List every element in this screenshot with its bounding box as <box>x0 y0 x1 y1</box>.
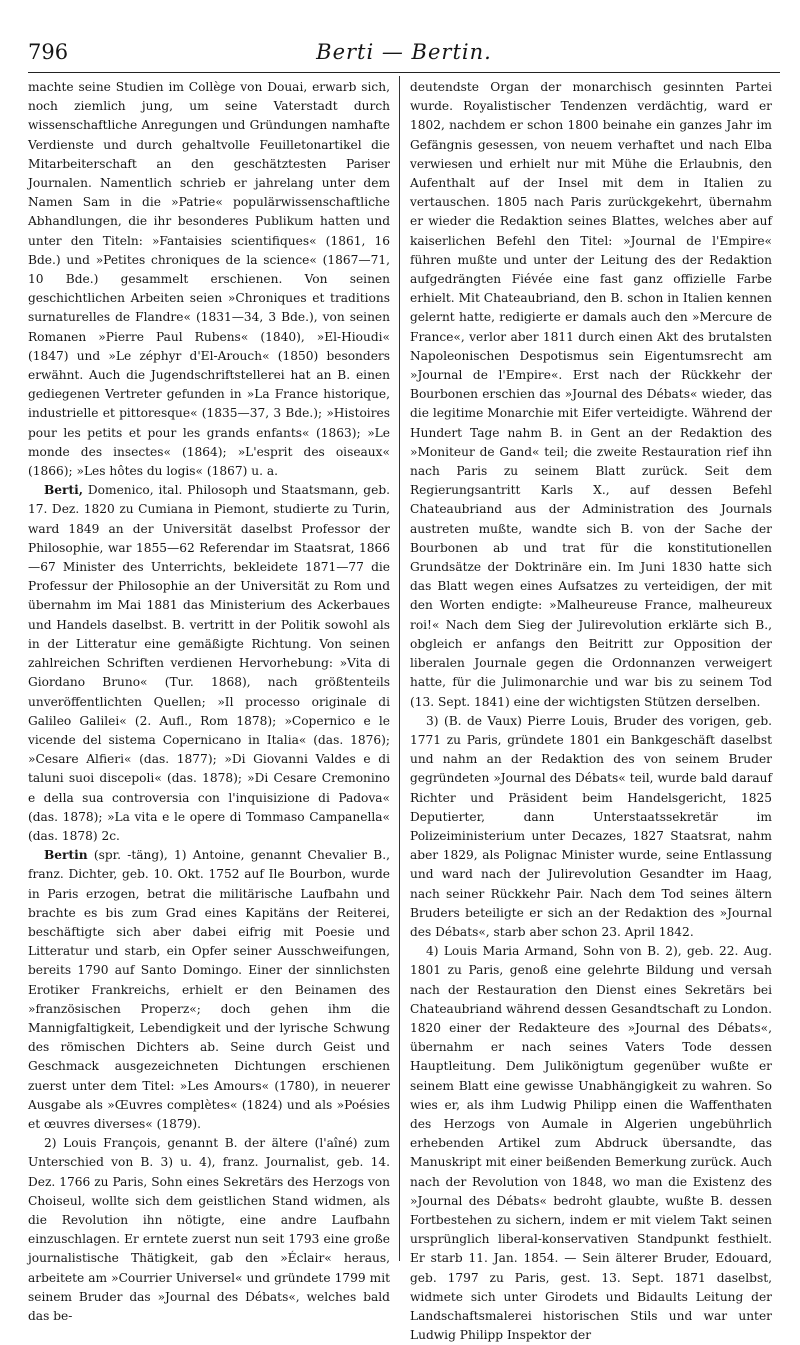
page-number: 796 <box>28 40 69 64</box>
right-column <box>410 78 772 1343</box>
entry-text: 2) Louis François, genannt B. der ältere (l'aîné) zum Unterschied von B. 3) u. 4), franz. Journalist, geb. 14. Dez. 1766 zu Paris, Sohn eines Sekretärs des Herzogs von Choiseul, wollte sich dem geistlichen Stand widmen, als die Revolution ihn nötigte, eine andre Laufbahn einzuschlagen. Er erntete zuerst nun seit 1793 eine große journalistische Thätigkeit, gab den »Éclair« heraus, arbeitete am »Courrier Universel« und gründete 1799 mit seinem Bruder das »Journal des Débats«, welches bald das be- <box>28 1136 390 1323</box>
dictionary-page <box>28 0 780 1343</box>
entry-paragraph <box>28 1134 390 1326</box>
page-header <box>28 38 780 66</box>
entry-paragraph <box>28 78 390 481</box>
entry-paragraph <box>28 481 390 846</box>
entry-paragraph <box>410 712 772 942</box>
entry-headword: Bertin <box>44 848 88 863</box>
entry-text: (spr. -täng), 1) Antoine, genannt Chevalier B., franz. Dichter, geb. 10. Okt. 1752 auf Ile Bourbon, wurde in Paris erzogen, betrat die militärische Laufbahn und brachte es bis zum Grad eines Kapitäns der Reiterei, beschäftigte sich aber dabei eifrig mit Poesie und Litteratur und starb, ein Opfer seiner Ausschweifungen, bereits 1790 auf Santo Domingo. Einer der sinnlichsten Erotiker Frankreichs, erhielt er den Beinamen des »französischen Properz«; doch gehen ihm die Mannigfaltigkeit, Lebendigkeit und der lyrische Schwung des römischen Dichters ab. Seine durch Geist und Geschmack ausgezeichneten Dichtungen erschienen zuerst unter dem Titel: »Les Amours« (1780), in neuerer Ausgabe als »Œuvres complètes« (1824) und als »Poésies et œuvres diverses« (1879). <box>28 848 390 1131</box>
entry-text: deutendste Organ der monarchisch gesinnten Partei wurde. Royalistischer Tendenzen verdächtig, ward er 1802, nachdem er schon 1800 beinahe ein ganzes Jahr im Gefängnis gesessen, von neuem verhaftet und nach Elba verwiesen und erhielt nur mit Mühe die Erlaubnis, den Aufenthalt auf der Insel mit dem in Italien zu vertauschen. 1805 nach Paris zurückgekehrt, übernahm er wieder die Redaktion seines Blattes, welches aber auf kaiserlichen Befehl den Titel: »Journal de l'Empire« führen mußte und unter der Leitung des der Redaktion aufgedrängten Fiévée eine fast ganz offizielle Farbe erhielt. Mit Chateaubriand, den B. schon in Italien kennen gelernt hatte, redigierte er damals auch den »Mercure de France«, verlor aber 1811 durch einen Akt des brutalsten Napoleonischen Despotismus sein Eigentumsrecht am »Journal de l'Empire«. Erst nach der Rückkehr der Bourbonen erschien das »Journal des Débats« wieder, das die legitime Monarchie mit Eifer verteidigte. Während der Hundert Tage nahm B. in Gent an der Redaktion des »Moniteur de Gand« teil; die zweite Restauration rief ihn nach Paris zu seinem Blatt zurück. Seit dem Regierungsantritt Karls X., auf dessen Befehl Chateaubriand aus der Administration des Journals austreten mußte, wandte sich B. von der Sache der Bourbonen ab und trat für die konstitutionellen Grundsätze der Doktrinäre ein. Im Juni 1830 hatte sich das Blatt wegen eines Aufsatzes zu verteidigen, der mit den Worten endigte: »Malheureuse France, malheureux roi!« Nach dem Sieg der Julirevolution erklärte sich B., obgleich er anfangs den Beitritt zur Opposition der liberalen Journale gegen die Ordonnanzen verweigert hatte, für die Julimonarchie und war bis zu seinem Tod (13. Sept. 1841) eine der wichtigsten Stützen derselben. <box>410 80 772 709</box>
column-divider <box>399 76 400 1261</box>
entry-text: machte seine Studien im Collège von Douai, erwarb sich, noch ziemlich jung, um seine Vaterstadt durch wissenschaftliche Anregungen und Gründungen namhafte Verdienste und durch gehaltvolle Feuilletonartikel die Mitarbeiterschaft an den geschätztesten Pariser Journalen. Namentlich schrieb er jahrelang unter dem Namen Sam in die »Patrie« populärwissenschaftliche Abhandlungen, die ihr besonderes Publikum hatten und unter den Titeln: »Fantaisies scientifiques« (1861, 16 Bde.) und »Petites chroniques de la science« (1867—71, 10 Bde.) gesammelt erschienen. Von seinen geschichtlichen Arbeiten seien »Chroniques et traditions surnaturelles de Flandre« (1831—34, 3 Bde.), von seinen Romanen »Pierre Paul Rubens« (1840), »El-Hioudi« (1847) und »Le zéphyr d'El-Arouch« (1850) besonders erwähnt. Auch die Jugendschriftstellerei hat an B. einen gediegenen Vertreter gefunden in »La France historique, industrielle et pittoresque« (1835—37, 3 Bde.); »Histoires pour les petits et pour les grands enfants« (1863); »Le monde des insectes« (1864); »L'esprit des oiseaux« (1866); »Les hôtes du logis« (1867) u. a. <box>28 80 390 479</box>
left-column <box>28 78 390 1323</box>
entry-paragraph <box>28 846 390 1134</box>
running-head: Berti — Bertin. <box>316 40 492 64</box>
entry-text: 4) Louis Maria Armand, Sohn von B. 2), geb. 22. Aug. 1801 zu Paris, genoß eine gelehrte Bildung und versah nach der Restauration den Dienst eines Sekretärs bei Chateaubriand während dessen Gesandtschaft zu London. 1820 einer der Redakteure des »Journal des Débats«, übernahm er nach seines Vaters Tode dessen Hauptleitung. Dem Julikönigtum gegenüber wußte er seinem Blatt eine gewisse Unabhängigkeit zu wahren. So wies er, als ihm Ludwig Philipp einen die Waffenthaten des Herzogs von Aumale in Algerien ungebührlich erhebenden Artikel zum Abdruck übersandte, das Manuskript mit einer beißenden Bemerkung zurück. Auch nach der Revolution von 1848, wo man die Existenz des »Journal des Débats« bedroht glaubte, wußte B. dessen Fortbestehen zu sichern, indem er mit vielem Takt seinen ursprünglich liberal-konservativen Standpunkt festhielt. Er starb 11. Jan. 1854. — Sein älterer Bruder, Edouard, geb. 1797 zu Paris, gest. 13. Sept. 1871 daselbst, widmete sich unter Girodets und Bidaults Leitung der Landschaftsmalerei historischen Stils und war unter Ludwig Philipp Inspektor der <box>410 944 772 1343</box>
header-rule <box>28 72 780 73</box>
entry-paragraph <box>410 78 772 712</box>
entry-text: 3) (B. de Vaux) Pierre Louis, Bruder des vorigen, geb. 1771 zu Paris, gründete 1801 ein Bankgeschäft daselbst und nahm an der Redaktion des von seinem Bruder gegründeten »Journal des Débats« teil, wurde bald darauf Richter und Präsident beim Handelsgericht, 1825 Deputierter, dann Unterstaatssekretär im Polizeiministerium unter Decazes, 1827 Staatsrat, nahm aber 1829, als Polignac Minister wurde, seine Entlassung und ward nach der Julirevolution Gesandter im Haag, nach seiner Rückkehr Pair. Nach dem Tod seines ältern Bruders beteiligte er sich an der Redaktion des »Journal des Débats«, starb aber schon 23. April 1842. <box>410 713 772 939</box>
entry-headword: Berti, <box>44 483 83 498</box>
entry-paragraph <box>410 942 772 1345</box>
entry-text: Domenico, ital. Philosoph und Staatsmann, geb. 17. Dez. 1820 zu Cumiana in Piemont, studierte zu Turin, ward 1849 an der Universität daselbst Professor der Philosophie, war 1855—62 Referendar im Staatsrat, 1866—67 Minister des Unterrichts, bekleidete 1871—77 die Professur der Philosophie an der Universität zu Rom und übernahm im Mai 1881 das Ministerium des Ackerbaues und Handels daselbst. B. vertritt in der Politik sowohl als in der Litteratur eine gemäßigte Richtung. Von seinen zahlreichen Schriften verdienen Hervorhebung: »Vita di Giordano Bruno« (Tur. 1868), nach größtenteils unveröffentlichten Quellen; »Il processo originale di Galileo Galilei« (2. Aufl., Rom 1878); »Copernico e le vicende del sistema Copernicano in Italia« (das. 1876); »Cesare Alfieri« (das. 1877); »Di Giovanni Valdes e di taluni suoi discepoli« (das. 1878); »Di Cesare Cremonino e della sua controversia con l'inquisizione di Padova« (das. 1878); »La vita e le opere di Tommaso Campanella« (das. 1878) 2c. <box>28 483 390 843</box>
